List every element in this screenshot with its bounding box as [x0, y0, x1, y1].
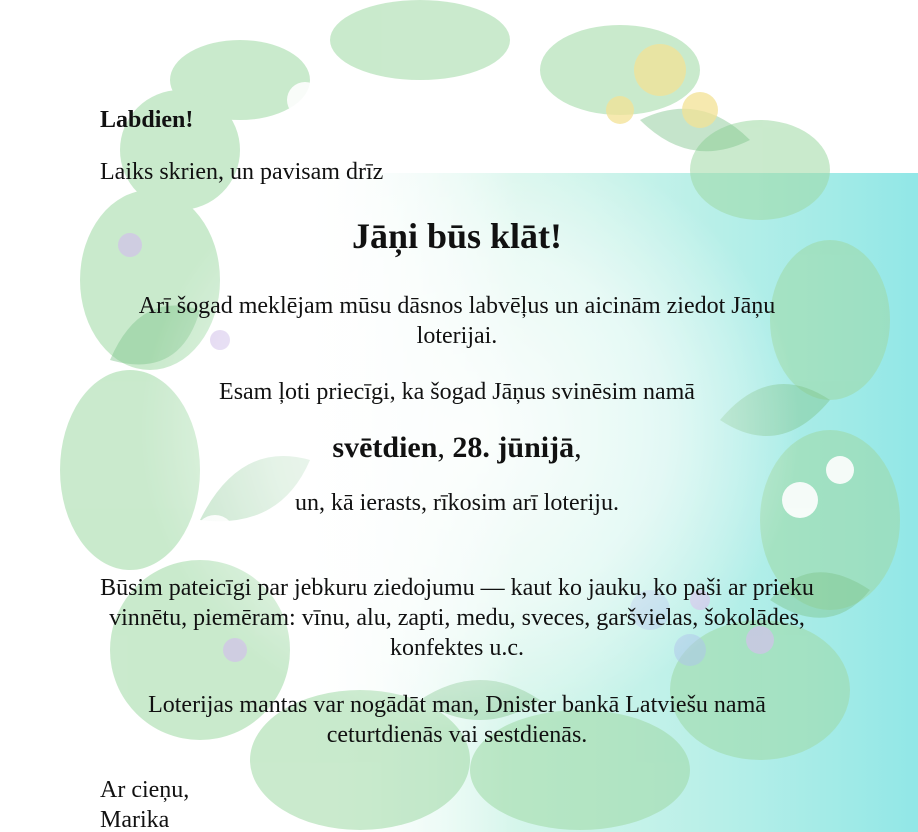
closing-phrase: Ar cieņu, [100, 777, 190, 803]
greeting: Labdien! [100, 107, 194, 133]
paragraph-lottery: un, kā ierasts, rīkosim arī loteriju. [295, 490, 619, 516]
event-date-end: , [574, 431, 582, 464]
paragraph-donations: Būsim pateicīgi par jebkuru ziedojumu — kaut ko jauku, ko paši ar prieku vinnētu, piemēram: vīnu, alu, zapti, medu, sveces, garšvielas, šokolādes, konfektes u.c. [100, 575, 814, 661]
intro-line: Laiks skrien, un pavisam drīz [100, 159, 384, 185]
paragraph-lottery-call: Arī šogad meklējam mūsu dāsnos labvēļus un aicinām ziedot Jāņu loterijai. [138, 293, 776, 349]
signature: Marika [100, 807, 170, 832]
headline: Jāņi būs klāt! [351, 216, 563, 256]
event-date [100, 430, 814, 466]
event-day: svētdien [332, 431, 438, 464]
paragraph-celebration: Esam ļoti priecīgi, ka šogad Jāņus svinēsim namā [219, 379, 695, 405]
paragraph-dropoff: Loterijas mantas var nogādāt man, Dnister bankā Latviešu namā ceturtdienās vai sestdienās. [148, 692, 766, 748]
event-date-separator: , [437, 431, 445, 464]
closing-block [100, 775, 189, 832]
event-date-value: 28. jūnijā [452, 431, 575, 464]
